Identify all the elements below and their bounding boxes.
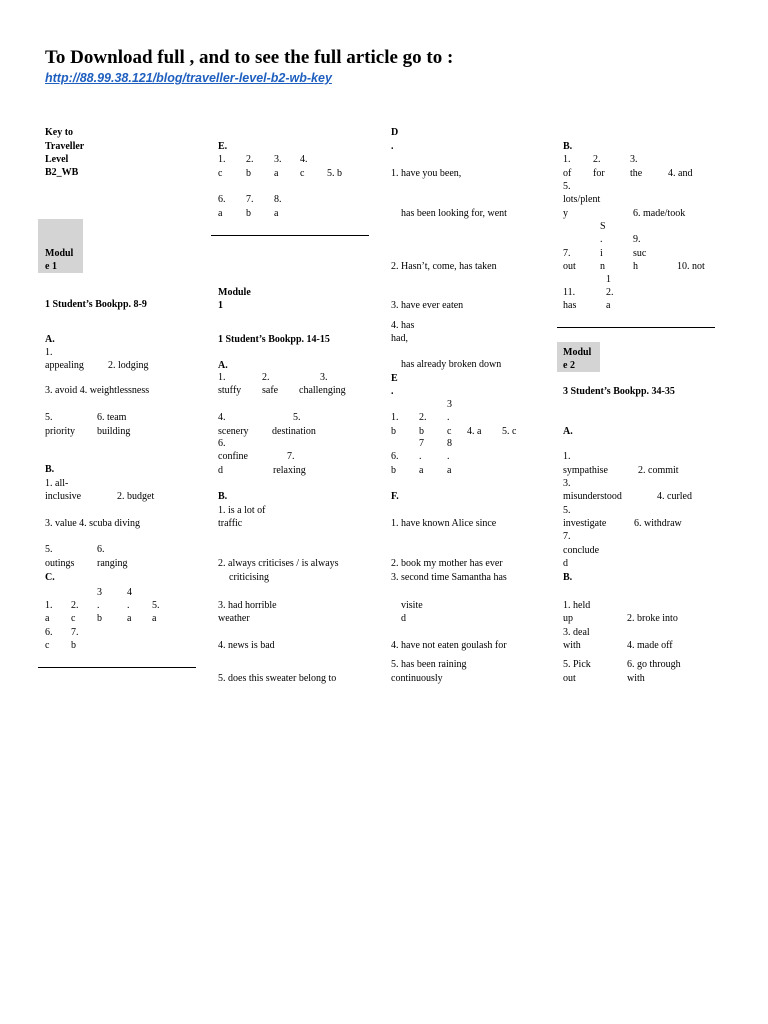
answer-text: confine <box>218 451 248 462</box>
answer-cell: 2. <box>593 154 601 165</box>
exercise-label: E. <box>218 141 228 152</box>
column-4-divider <box>557 327 715 328</box>
answer-cell: c <box>71 613 76 624</box>
answer-number: 7. <box>563 248 571 259</box>
answer-text: safe <box>262 385 279 396</box>
answer-text: 4. made off <box>627 640 673 651</box>
exercise-label: D <box>391 127 399 138</box>
section-heading: 1 Student’s Bookpp. 8-9 <box>45 299 147 310</box>
answer-text: of <box>563 168 572 179</box>
answer-cell: 4 <box>127 587 132 598</box>
answer-text: up <box>563 613 573 624</box>
answer-text: 4. news is bad <box>218 640 275 651</box>
answer-cell: 1. <box>391 412 399 423</box>
answer-text: weather <box>218 613 250 624</box>
answer-text: suc <box>633 248 647 259</box>
answer-number: 1. <box>563 451 571 462</box>
answer-cell: . <box>447 451 450 462</box>
answer-text: 1. have known Alice since <box>391 518 497 529</box>
answer-text: n <box>600 261 605 272</box>
answer-cell: b <box>97 613 102 624</box>
article-link[interactable]: http://88.99.38.121/blog/traveller-level-b2-wb-key <box>45 71 332 85</box>
column-1-divider <box>38 667 196 668</box>
answer-text: a <box>606 300 611 311</box>
answer-text: continuously <box>391 673 443 684</box>
answer-number: 6. <box>218 438 226 449</box>
answer-text: 3. second time Samantha has <box>391 572 507 583</box>
key-title-line: B2_WB <box>45 167 79 178</box>
answer-text: 6. go through <box>627 659 681 670</box>
answer-text: d <box>218 465 223 476</box>
answer-cell: 1. <box>45 600 53 611</box>
exercise-label: . <box>391 386 394 397</box>
answer-text: 2. book my mother has ever <box>391 558 503 569</box>
answer-text: 5. does this sweater belong to <box>218 673 337 684</box>
answer-number: 6. <box>97 544 105 555</box>
key-title-line: Level <box>45 154 69 165</box>
answer-cell: 3. <box>274 154 282 165</box>
answer-cell: 7 <box>419 438 424 449</box>
answer-cell: 6. <box>218 194 226 205</box>
answer-text: 4. have not eaten goulash for <box>391 640 507 651</box>
answer-cell: . <box>97 600 100 611</box>
answer-cell: c <box>45 640 50 651</box>
answer-text: 1. is a lot of <box>218 505 266 516</box>
exercise-label: B. <box>563 572 573 583</box>
answer-text: traffic <box>218 518 243 529</box>
exercise-label: F. <box>391 491 399 502</box>
answer-cell: a <box>274 208 279 219</box>
answer-number: 5. <box>45 412 53 423</box>
column-2-divider <box>211 235 369 236</box>
answer-text: 1. held <box>563 600 591 611</box>
answer-cell: a <box>127 613 132 624</box>
answer-number: 9. <box>633 234 641 245</box>
answer-text: appealing <box>45 360 84 371</box>
answer-text: building <box>97 426 131 437</box>
answer-text: with <box>563 640 581 651</box>
answer-cell: a <box>218 208 223 219</box>
answer-text: ranging <box>97 558 128 569</box>
answer-cell: 2. <box>71 600 79 611</box>
answer-cell: 1. <box>218 154 226 165</box>
answer-text: 3. deal <box>563 627 590 638</box>
module-heading: e 2 <box>563 360 575 371</box>
answer-text: 3. had horrible <box>218 600 277 611</box>
answer-text: 6. made/took <box>633 208 686 219</box>
answer-text: 2. budget <box>117 491 155 502</box>
answer-cell: b <box>246 168 251 179</box>
answer-text: investigate <box>563 518 607 529</box>
answer-text: 2. Hasn’t, come, has taken <box>391 261 497 272</box>
answer-cell: b <box>391 426 396 437</box>
answer-text: h <box>633 261 638 272</box>
answer-text: 2. always criticises / is always <box>218 558 339 569</box>
answer-text: misunderstood <box>563 491 622 502</box>
answer-text: i <box>600 248 603 259</box>
answer-cell: b <box>246 208 251 219</box>
answer-text: 5. Pick <box>563 659 591 670</box>
answer-text: challenging <box>299 385 346 396</box>
exercise-label: . <box>391 141 394 152</box>
answer-number: 7. <box>563 531 571 542</box>
exercise-label: A. <box>45 334 55 345</box>
answer-cell: 7. <box>71 627 79 638</box>
section-heading: 1 Student’s Bookpp. 14-15 <box>218 334 330 345</box>
answer-cell: 7. <box>246 194 254 205</box>
key-title-line: Key to <box>45 127 74 138</box>
answer-cell: 5. b <box>327 168 342 179</box>
answer-cell: 1. <box>218 372 226 383</box>
answer-cell: 4. <box>300 154 308 165</box>
answer-cell: 5. <box>293 412 301 423</box>
answer-text: lots/plent <box>563 194 601 205</box>
answer-cell: 2. <box>246 154 254 165</box>
answer-text: y <box>563 208 568 219</box>
answer-text: 10. not <box>677 261 705 272</box>
answer-cell: 3. <box>320 372 328 383</box>
answer-text: 1. all- <box>45 478 69 489</box>
key-title-line: Traveller <box>45 141 85 152</box>
answer-cell: a <box>152 613 157 624</box>
answer-number: 7. <box>287 451 295 462</box>
answer-text: 2. broke into <box>627 613 678 624</box>
answer-text: destination <box>272 426 316 437</box>
answer-text: 1 <box>606 274 611 285</box>
answer-cell: a <box>45 613 50 624</box>
answer-cell: a <box>274 168 279 179</box>
answer-text: visite <box>401 600 423 611</box>
answer-cell: 6. <box>45 627 53 638</box>
answer-cell: a <box>447 465 452 476</box>
answer-text: conclude <box>563 545 600 556</box>
module-heading: Modul <box>45 248 74 259</box>
answer-text: with <box>627 673 645 684</box>
answer-number: 11. <box>563 287 576 298</box>
answer-cell: b <box>419 426 424 437</box>
answer-cell: 3 <box>447 399 452 410</box>
exercise-label: B. <box>45 464 55 475</box>
answer-text: inclusive <box>45 491 82 502</box>
answer-text: out <box>563 673 576 684</box>
answer-text: 1. have you been, <box>391 168 462 179</box>
answer-cell: 8 <box>447 438 452 449</box>
answer-text: the <box>630 168 643 179</box>
answer-text: 4. curled <box>657 491 692 502</box>
answer-text: 4. has <box>391 320 415 331</box>
answer-text: out <box>563 261 576 272</box>
module-heading: e 1 <box>45 261 57 272</box>
answer-cell: 1. <box>563 154 571 165</box>
answer-text: 2. commit <box>638 465 679 476</box>
exercise-label: E <box>391 373 398 384</box>
answer-cell: c <box>300 168 305 179</box>
answer-text: 2. lodging <box>108 360 149 371</box>
answer-text: d <box>401 613 406 624</box>
exercise-label: A. <box>563 426 573 437</box>
answer-text: 3. have ever eaten <box>391 300 464 311</box>
exercise-label: A. <box>218 360 228 371</box>
answer-text: sympathise <box>563 465 608 476</box>
answer-text: . <box>600 234 603 245</box>
answer-cell: . <box>447 412 450 423</box>
answer-text: 6. withdraw <box>634 518 682 529</box>
module-heading: 1 <box>218 300 223 311</box>
answer-text: priority <box>45 426 75 437</box>
answer-number: 3. <box>563 478 571 489</box>
answer-text: S <box>600 221 606 232</box>
answer-text: for <box>593 168 605 179</box>
exercise-label: B. <box>218 491 228 502</box>
answer-cell: 2. <box>262 372 270 383</box>
answer-text: 3. value 4. scuba diving <box>45 518 140 529</box>
exercise-label: B. <box>563 141 573 152</box>
answer-number: 1. <box>45 347 53 358</box>
answer-cell: 2. <box>419 412 427 423</box>
answer-cell: c <box>218 168 223 179</box>
answer-cell: 3. <box>630 154 638 165</box>
answer-text: has been looking for, went <box>401 208 507 219</box>
answer-number: 2. <box>606 287 614 298</box>
answer-text: 6. team <box>97 412 127 423</box>
answer-cell: 3 <box>97 587 102 598</box>
answer-text: has already broken down <box>401 359 502 370</box>
answer-number: 5. <box>563 505 571 516</box>
answer-text: d <box>563 558 568 569</box>
answer-text: had, <box>391 333 408 344</box>
answer-cell: . <box>419 451 422 462</box>
answer-text: outings <box>45 558 75 569</box>
answer-cell: b <box>391 465 396 476</box>
page-title: To Download full , and to see the full article go to : <box>45 47 454 68</box>
answer-text: stuffy <box>218 385 242 396</box>
answer-number: 5. <box>563 181 571 192</box>
exercise-label: C. <box>45 572 55 583</box>
answer-text: 3. avoid 4. weightlessness <box>45 385 150 396</box>
answer-text: 5. has been raining <box>391 659 467 670</box>
answer-cell: . <box>127 600 130 611</box>
answer-text: has <box>563 300 577 311</box>
answer-cell: a <box>419 465 424 476</box>
answer-text: relaxing <box>273 465 306 476</box>
answer-cell: 4. <box>218 412 226 423</box>
answer-cell: 4. a <box>467 426 482 437</box>
section-heading: 3 Student’s Bookpp. 34-35 <box>563 386 675 397</box>
module-heading: Modul <box>563 347 592 358</box>
answer-cell: 5. c <box>502 426 517 437</box>
answer-cell: c <box>447 426 452 437</box>
answer-text: scenery <box>218 426 249 437</box>
answer-cell: 6. <box>391 451 399 462</box>
answer-cell: 8. <box>274 194 282 205</box>
answer-cell: b <box>71 640 76 651</box>
answer-number: 5. <box>45 544 53 555</box>
module-heading: Module <box>218 287 251 298</box>
answer-text: criticising <box>229 572 269 583</box>
answer-text: 4. and <box>668 168 693 179</box>
answer-cell: 5. <box>152 600 160 611</box>
